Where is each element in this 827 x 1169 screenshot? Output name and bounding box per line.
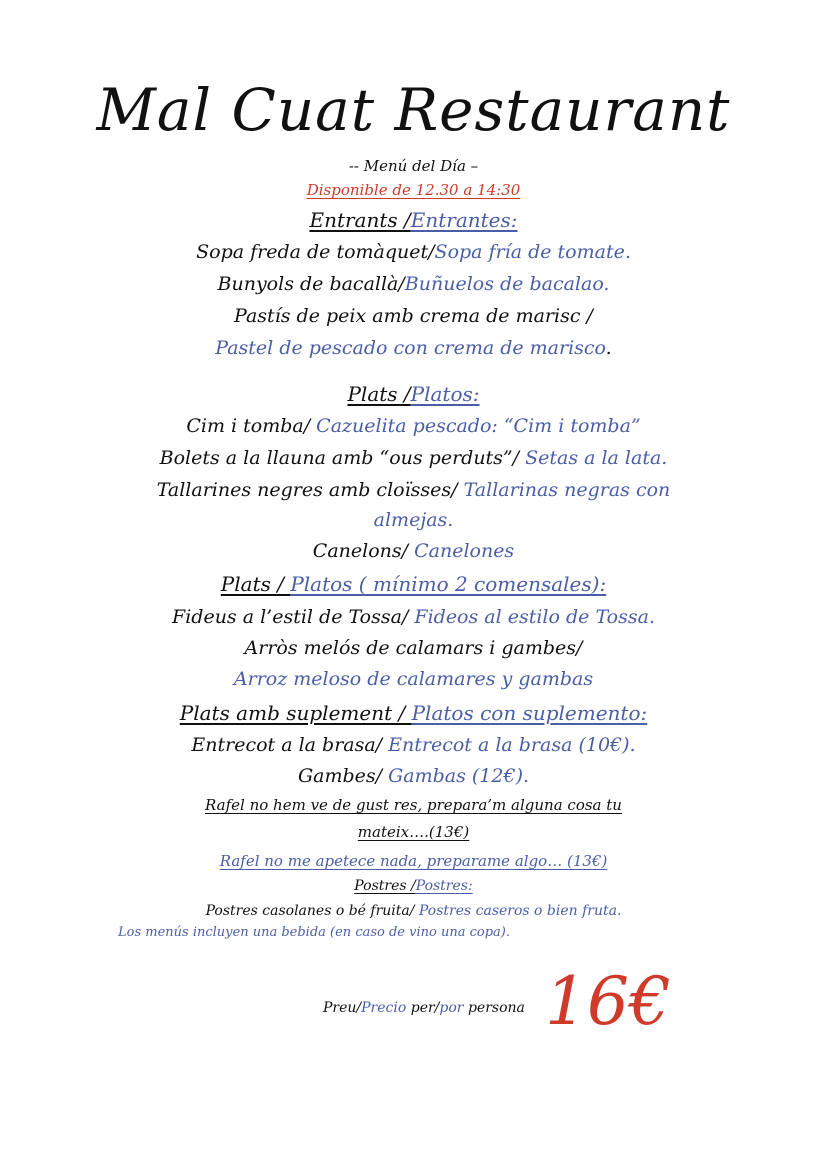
mains-heading-ca: Plats /	[347, 382, 411, 406]
list-item: Pastel de pescado con crema de marisco.	[215, 337, 612, 359]
desserts-item: Postres casolanes o bé fruita/ Postres caseros o bien fruta.	[205, 903, 622, 919]
starters-heading	[0, 206, 827, 234]
list-item: Bolets a la llauna amb “ous perduts”/ Setas a la lata.	[159, 447, 668, 469]
list-item: Fideus a l’estil de Tossa/ Fideos al estilo de Tossa.	[172, 606, 655, 628]
mains-heading	[0, 380, 827, 408]
special-item-ca-line2: mateix….(13€)	[357, 823, 470, 841]
desserts-heading-es: Postres:	[415, 878, 473, 894]
list-item: Gambes/ Gambas (12€).	[297, 765, 530, 787]
starters-heading-ca: Entrants /	[309, 208, 411, 232]
list-item: Cim i tomba/ Cazuelita pescado: “Cim i tomba”	[186, 415, 641, 437]
price-per-person-label: Preu/Precio per/por persona	[323, 1000, 525, 1016]
supplement-heading-ca: Plats amb suplement /	[179, 701, 412, 725]
special-item-ca-line1: Rafel no hem ve de gust res, prepara’m alguna cosa tu	[205, 796, 622, 814]
mains-heading-es: Platos:	[410, 382, 480, 406]
list-item: Entrecot a la brasa/ Entrecot a la brasa (10€).	[191, 734, 636, 756]
availability-hours: Disponible de 12.30 a 14:30	[306, 181, 521, 199]
list-item: Arròs melós de calamars i gambes/	[244, 637, 583, 659]
menu-subtitle: -- Menú del Día –	[348, 157, 479, 175]
list-item: Sopa freda de tomàquet/Sopa fría de tomate.	[196, 241, 631, 263]
list-item: Arroz meloso de calamares y gambas	[233, 668, 594, 690]
list-item: Pastís de peix amb crema de marisc /	[234, 305, 593, 327]
list-item: almejas.	[373, 509, 454, 531]
list-item: Tallarines negres amb cloïsses/ Tallarinas negras con	[156, 479, 671, 501]
special-item-es: Rafel no me apetece nada, preparame algo… (13€)	[219, 852, 608, 870]
mains-min2-heading-ca: Plats /	[220, 572, 291, 596]
mains-min2-heading-es: Platos ( mínimo 2 comensales):	[290, 572, 607, 596]
supplement-heading-es: Platos con suplemento:	[411, 701, 648, 725]
supplement-heading	[0, 699, 827, 727]
desserts-heading	[0, 876, 827, 896]
desserts-heading-ca: Postres /	[354, 878, 416, 894]
drink-note: Los menús incluyen una bebida (en caso de vino una copa).	[118, 925, 510, 940]
restaurant-title: Mal Cuat Restaurant	[96, 76, 731, 144]
list-item: Canelons/ Canelones	[312, 540, 515, 562]
starters-heading-es: Entrantes:	[410, 208, 518, 232]
menu-price: 16€	[545, 963, 671, 1040]
mains-min2-heading	[0, 570, 827, 598]
list-item: Bunyols de bacallà/Buñuelos de bacalao.	[217, 273, 610, 295]
